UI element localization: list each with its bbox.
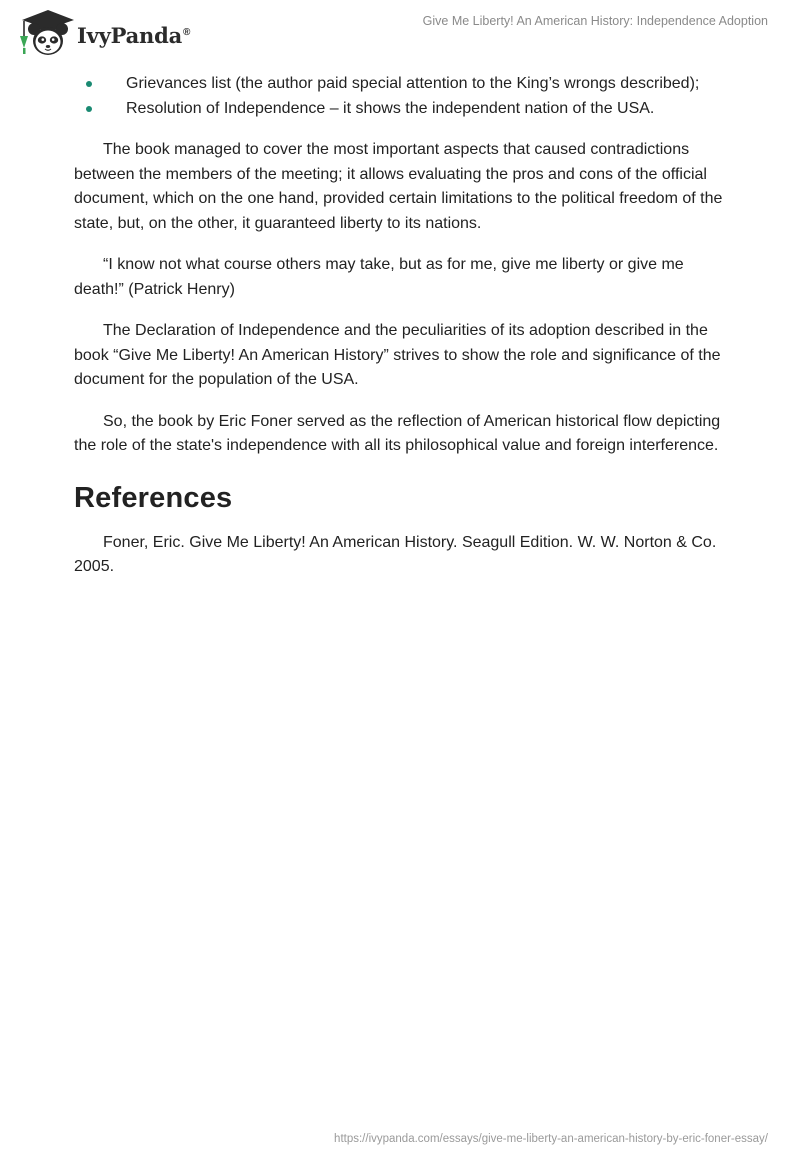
reference-entry: Foner, Eric. Give Me Liberty! An American History. Seagull Edition. W. W. Norton & Co. 2005. (74, 533, 717, 575)
references-heading: References (74, 481, 233, 514)
ivypanda-logo[interactable] (14, 8, 190, 58)
source-url[interactable]: https://ivypanda.com/essays/give-me-liberty-an-american-history-by-eric-foner-essay/ (334, 1133, 768, 1145)
registered-mark: ® (183, 26, 191, 38)
bullet-icon (86, 106, 92, 112)
bullet-list (74, 72, 724, 121)
essay-body (74, 72, 724, 580)
list-item-text: Resolution of Independence – it shows the independent nation of the USA. (126, 99, 655, 117)
paragraph: So, the book by Eric Foner served as the reflection of American historical flow depicting the role of the state's independence with all its philosophical value and foreign interference. (74, 412, 721, 454)
logo-wordmark: IvyPanda® (77, 22, 191, 48)
list-item-text: Grievances list (the author paid special attention to the King’s wrongs described); (126, 75, 700, 92)
paragraph: The Declaration of Independence and the peculiarities of its adoption described in the book “Give Me Liberty! An American History” strives to show the role and significance of the document for the population of the USA. (74, 322, 721, 388)
list-item (74, 72, 724, 97)
panda-mascot-icon (14, 8, 74, 58)
bullet-icon (86, 81, 92, 87)
list-item (74, 97, 724, 122)
paragraph: The book managed to cover the most important aspects that caused contradictions between the members of the meeting; it allows evaluating the pros and cons of the official document, which on the one hand, provided certain limitations to the political freedom of the state, but, on the other, it guaranteed liberty to its nations. (74, 141, 723, 232)
page-header (0, 0, 800, 64)
document-title: Give Me Liberty! An American History: Independence Adoption (422, 14, 768, 28)
quote-paragraph: “I know not what course others may take, but as for me, give me liberty or give me death!” (Patrick Henry) (74, 256, 684, 298)
